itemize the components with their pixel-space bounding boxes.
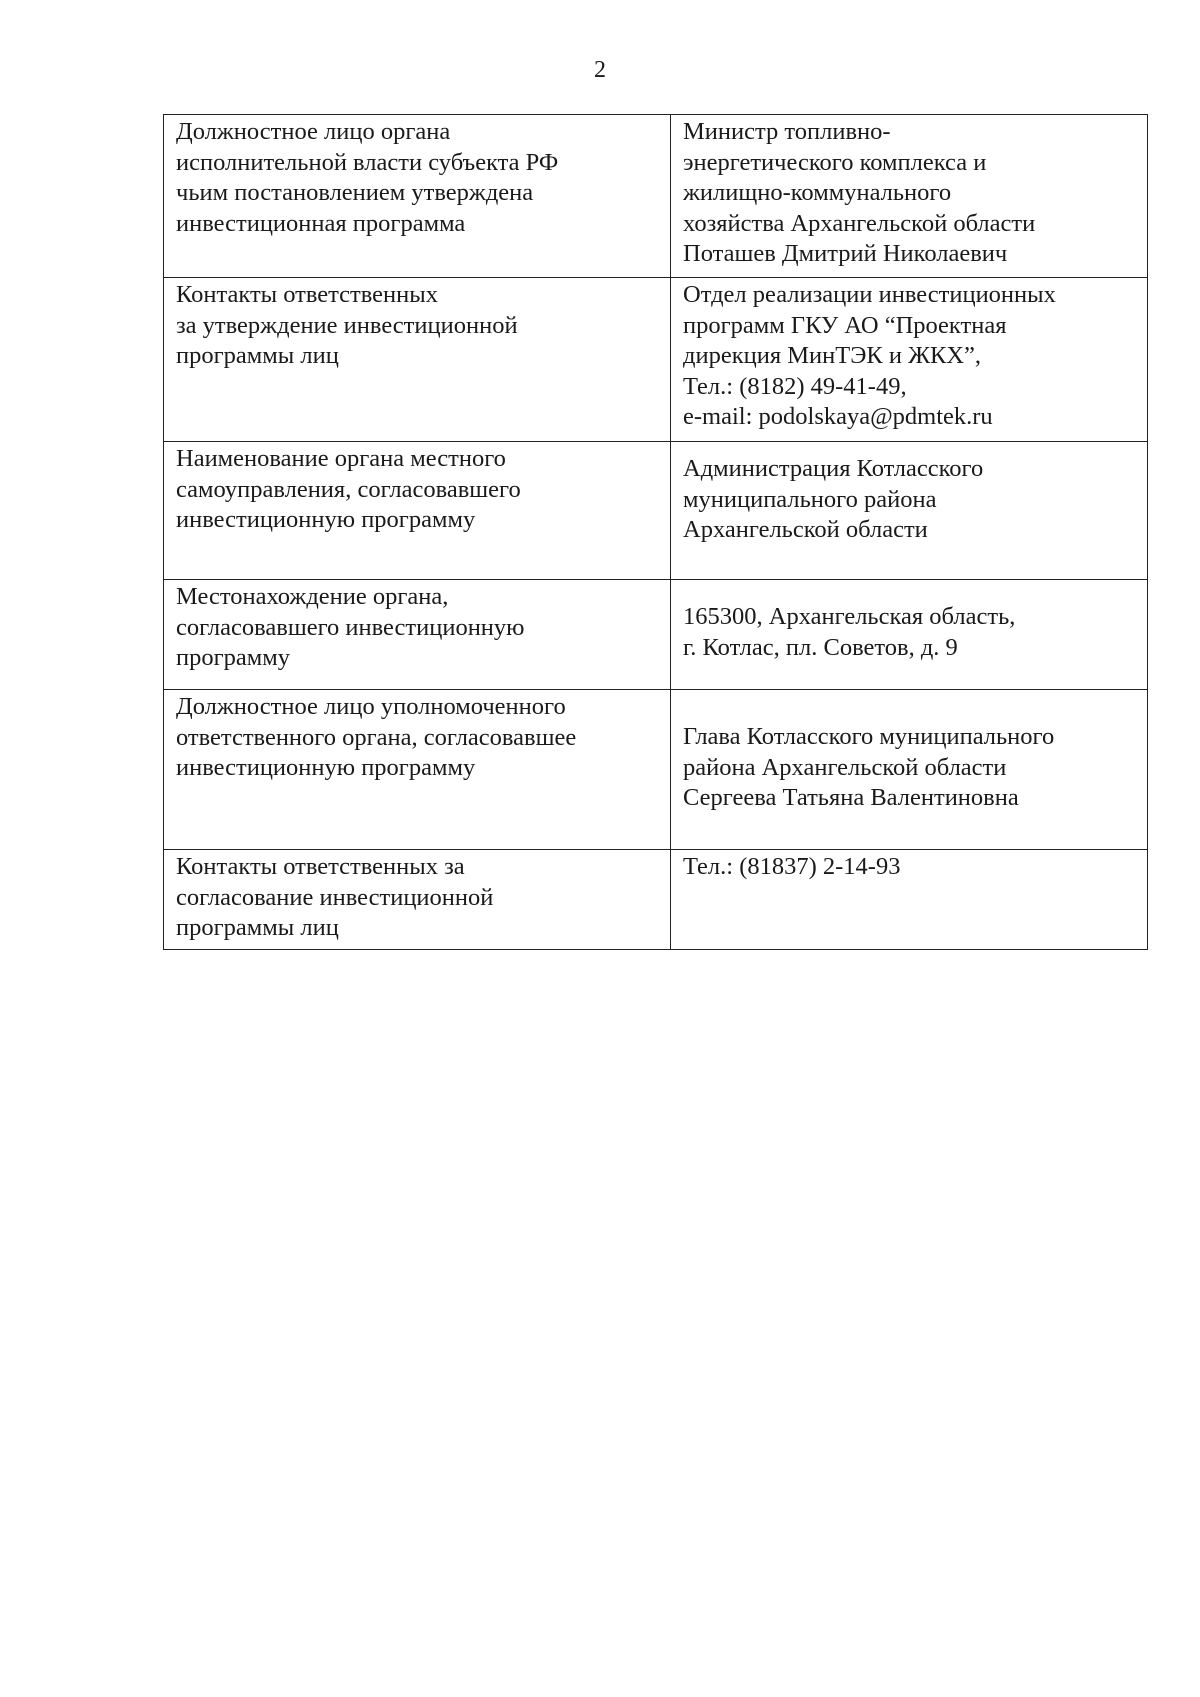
- row-label-line: Наименование органа местного: [176, 445, 506, 472]
- row-label-cell: [164, 690, 671, 850]
- row-label-line: ответственного органа, согласовавшее: [176, 723, 577, 751]
- row-label-line: Должностное лицо органа: [176, 118, 451, 145]
- table-row: [164, 690, 1148, 850]
- row-label-cell: [164, 442, 671, 580]
- row-label-cell: [164, 580, 671, 690]
- row-value-line: программ ГКУ АО “Проектная: [683, 311, 1007, 339]
- table-row: [164, 580, 1148, 690]
- row-label-line: Контакты ответственных за: [176, 853, 465, 880]
- row-label-line: исполнительной власти субъекта РФ: [176, 148, 559, 176]
- row-value-line: Глава Котласского муниципального: [683, 723, 1055, 750]
- row-label-line: согласовавшего инвестиционную: [176, 613, 525, 641]
- row-value-line: района Архангельской области: [683, 753, 1007, 781]
- row-value-line: Сергеева Татьяна Валентиновна: [683, 784, 1019, 811]
- row-label-line: Контакты ответственных: [176, 281, 438, 308]
- row-label-line: чьим постановлением утверждена: [176, 179, 534, 206]
- row-label-line: Должностное лицо уполномоченного: [176, 693, 566, 720]
- row-value-line: Тел.: (8182) 49-41-49,: [683, 372, 907, 400]
- row-value-line: г. Котлас, пл. Советов, д. 9: [683, 633, 958, 661]
- row-value-cell: [671, 690, 1148, 850]
- row-value-line: Архангельской области: [683, 516, 928, 543]
- row-label-line: самоуправления, согласовавшего: [176, 475, 521, 503]
- row-label-line: программы лиц: [176, 342, 339, 369]
- row-value-line: e-mail: podolskaya@pdmtek.ru: [683, 403, 993, 430]
- table-row: [164, 442, 1148, 580]
- table-row: [164, 115, 1148, 278]
- row-value-line: Отдел реализации инвестиционных: [683, 281, 1056, 308]
- row-value-line: Тел.: (81837) 2-14-93: [683, 853, 901, 880]
- row-value-line: Администрация Котласского: [683, 455, 984, 482]
- row-value-line: Министр топливно-: [683, 118, 891, 145]
- row-label-line: программу: [176, 644, 291, 671]
- row-value-line: хозяйства Архангельской области: [683, 209, 1036, 237]
- row-label-line: программы лиц: [176, 914, 339, 941]
- row-value-cell: [671, 115, 1148, 278]
- row-label-line: Местонахождение органа,: [176, 583, 449, 610]
- row-label-line: инвестиционную программу: [176, 754, 476, 781]
- row-value-cell: [671, 442, 1148, 580]
- row-value-cell: [671, 278, 1148, 442]
- row-value-cell: [671, 850, 1148, 950]
- info-table: [163, 114, 1148, 950]
- row-value-line: энергетического комплекса и: [683, 148, 987, 176]
- row-label-line: за утверждение инвестиционной: [176, 311, 518, 339]
- row-label-cell: [164, 278, 671, 442]
- row-label-cell: [164, 115, 671, 278]
- row-value-line: жилищно-коммунального: [683, 179, 952, 206]
- row-label-cell: [164, 850, 671, 950]
- table-row: [164, 278, 1148, 442]
- row-label-line: согласование инвестиционной: [176, 883, 494, 911]
- row-value-line: дирекция МинТЭК и ЖКХ”,: [683, 342, 982, 369]
- row-label-line: инвестиционная программа: [176, 209, 466, 237]
- row-label-line: инвестиционную программу: [176, 506, 476, 533]
- row-value-cell: [671, 580, 1148, 690]
- page-number: 2: [594, 57, 606, 83]
- table-row: [164, 850, 1148, 950]
- row-value-line: Поташев Дмитрий Николаевич: [683, 240, 1008, 267]
- row-value-line: 165300, Архангельская область,: [683, 603, 1016, 630]
- row-value-line: муниципального района: [683, 485, 937, 513]
